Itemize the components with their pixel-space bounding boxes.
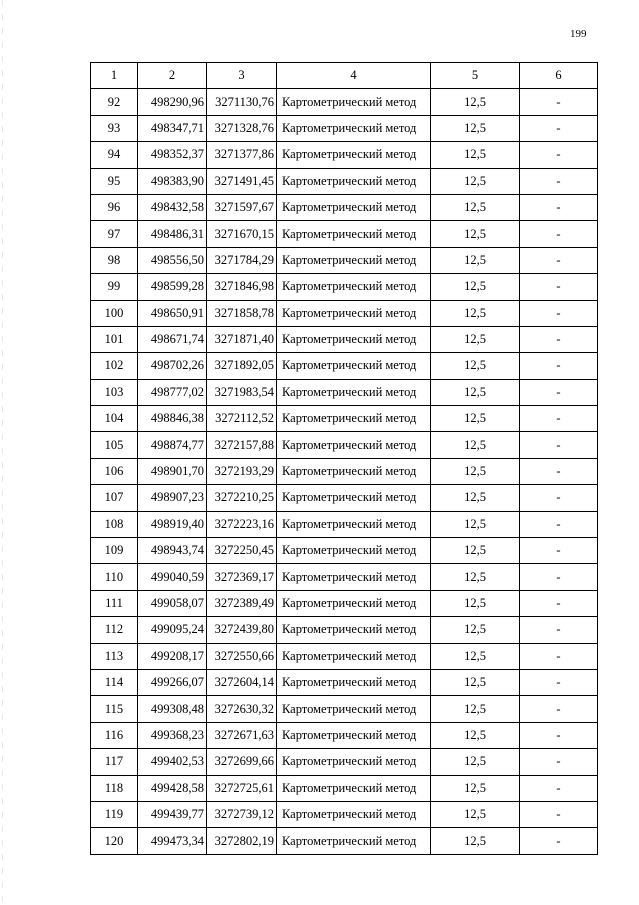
note-cell: - bbox=[520, 89, 598, 115]
table-row bbox=[91, 801, 598, 827]
accuracy-cell: 12,5 bbox=[431, 775, 520, 801]
y-coordinate-cell: 3271130,76 bbox=[207, 89, 277, 115]
y-coordinate-cell: 3272223,16 bbox=[207, 511, 277, 537]
point-number-cell: 115 bbox=[91, 696, 138, 722]
point-number-cell: 97 bbox=[91, 221, 138, 247]
y-coordinate-cell: 3271892,05 bbox=[207, 353, 277, 379]
note-cell: - bbox=[520, 406, 598, 432]
note-cell: - bbox=[520, 564, 598, 590]
point-number-cell: 116 bbox=[91, 722, 138, 748]
accuracy-cell: 12,5 bbox=[431, 326, 520, 352]
accuracy-cell: 12,5 bbox=[431, 458, 520, 484]
note-cell: - bbox=[520, 617, 598, 643]
table-body bbox=[91, 89, 598, 854]
accuracy-cell: 12,5 bbox=[431, 722, 520, 748]
note-cell: - bbox=[520, 247, 598, 273]
accuracy-cell: 12,5 bbox=[431, 247, 520, 273]
table-header-row bbox=[91, 63, 598, 89]
table-row bbox=[91, 643, 598, 669]
accuracy-cell: 12,5 bbox=[431, 590, 520, 616]
y-coordinate-cell: 3272157,88 bbox=[207, 432, 277, 458]
method-cell: Картометрический метод bbox=[277, 696, 431, 722]
table-row bbox=[91, 168, 598, 194]
note-cell: - bbox=[520, 458, 598, 484]
x-coordinate-cell: 498919,40 bbox=[138, 511, 207, 537]
x-coordinate-cell: 499402,53 bbox=[138, 749, 207, 775]
y-coordinate-cell: 3272725,61 bbox=[207, 775, 277, 801]
x-coordinate-cell: 498556,50 bbox=[138, 247, 207, 273]
header-cell: 4 bbox=[277, 63, 431, 89]
table-row bbox=[91, 274, 598, 300]
point-number-cell: 109 bbox=[91, 538, 138, 564]
y-coordinate-cell: 3272802,19 bbox=[207, 828, 277, 854]
table-row bbox=[91, 749, 598, 775]
y-coordinate-cell: 3271597,67 bbox=[207, 194, 277, 220]
method-cell: Картометрический метод bbox=[277, 89, 431, 115]
table-row bbox=[91, 300, 598, 326]
point-number-cell: 95 bbox=[91, 168, 138, 194]
method-cell: Картометрический метод bbox=[277, 247, 431, 273]
point-number-cell: 114 bbox=[91, 669, 138, 695]
y-coordinate-cell: 3271784,29 bbox=[207, 247, 277, 273]
method-cell: Картометрический метод bbox=[277, 775, 431, 801]
accuracy-cell: 12,5 bbox=[431, 669, 520, 695]
accuracy-cell: 12,5 bbox=[431, 115, 520, 141]
note-cell: - bbox=[520, 696, 598, 722]
point-number-cell: 102 bbox=[91, 353, 138, 379]
accuracy-cell: 12,5 bbox=[431, 511, 520, 537]
method-cell: Картометрический метод bbox=[277, 669, 431, 695]
accuracy-cell: 12,5 bbox=[431, 749, 520, 775]
method-cell: Картометрический метод bbox=[277, 221, 431, 247]
method-cell: Картометрический метод bbox=[277, 538, 431, 564]
x-coordinate-cell: 499040,59 bbox=[138, 564, 207, 590]
note-cell: - bbox=[520, 775, 598, 801]
x-coordinate-cell: 498432,58 bbox=[138, 194, 207, 220]
header-cell: 2 bbox=[138, 63, 207, 89]
point-number-cell: 96 bbox=[91, 194, 138, 220]
point-number-cell: 107 bbox=[91, 485, 138, 511]
accuracy-cell: 12,5 bbox=[431, 168, 520, 194]
accuracy-cell: 12,5 bbox=[431, 643, 520, 669]
accuracy-cell: 12,5 bbox=[431, 538, 520, 564]
note-cell: - bbox=[520, 722, 598, 748]
method-cell: Картометрический метод bbox=[277, 828, 431, 854]
y-coordinate-cell: 3272671,63 bbox=[207, 722, 277, 748]
note-cell: - bbox=[520, 801, 598, 827]
x-coordinate-cell: 498352,37 bbox=[138, 142, 207, 168]
note-cell: - bbox=[520, 142, 598, 168]
x-coordinate-cell: 498383,90 bbox=[138, 168, 207, 194]
table-row bbox=[91, 142, 598, 168]
note-cell: - bbox=[520, 432, 598, 458]
point-number-cell: 94 bbox=[91, 142, 138, 168]
point-number-cell: 92 bbox=[91, 89, 138, 115]
y-coordinate-cell: 3272550,66 bbox=[207, 643, 277, 669]
point-number-cell: 93 bbox=[91, 115, 138, 141]
note-cell: - bbox=[520, 538, 598, 564]
method-cell: Картометрический метод bbox=[277, 142, 431, 168]
scan-edge-artifact bbox=[2, 0, 3, 905]
method-cell: Картометрический метод bbox=[277, 274, 431, 300]
table-row bbox=[91, 458, 598, 484]
table-row bbox=[91, 247, 598, 273]
method-cell: Картометрический метод bbox=[277, 643, 431, 669]
method-cell: Картометрический метод bbox=[277, 511, 431, 537]
table-row bbox=[91, 353, 598, 379]
table-row bbox=[91, 775, 598, 801]
y-coordinate-cell: 3272112,52 bbox=[207, 406, 277, 432]
y-coordinate-cell: 3272630,32 bbox=[207, 696, 277, 722]
note-cell: - bbox=[520, 300, 598, 326]
x-coordinate-cell: 499058,07 bbox=[138, 590, 207, 616]
note-cell: - bbox=[520, 353, 598, 379]
method-cell: Картометрический метод bbox=[277, 590, 431, 616]
accuracy-cell: 12,5 bbox=[431, 300, 520, 326]
x-coordinate-cell: 499473,34 bbox=[138, 828, 207, 854]
note-cell: - bbox=[520, 326, 598, 352]
x-coordinate-cell: 499439,77 bbox=[138, 801, 207, 827]
method-cell: Картометрический метод bbox=[277, 168, 431, 194]
x-coordinate-cell: 498650,91 bbox=[138, 300, 207, 326]
x-coordinate-cell: 498943,74 bbox=[138, 538, 207, 564]
y-coordinate-cell: 3272210,25 bbox=[207, 485, 277, 511]
y-coordinate-cell: 3272369,17 bbox=[207, 564, 277, 590]
method-cell: Картометрический метод bbox=[277, 458, 431, 484]
note-cell: - bbox=[520, 115, 598, 141]
table-row bbox=[91, 326, 598, 352]
accuracy-cell: 12,5 bbox=[431, 485, 520, 511]
table-row bbox=[91, 696, 598, 722]
accuracy-cell: 12,5 bbox=[431, 432, 520, 458]
note-cell: - bbox=[520, 749, 598, 775]
x-coordinate-cell: 499095,24 bbox=[138, 617, 207, 643]
method-cell: Картометрический метод bbox=[277, 485, 431, 511]
x-coordinate-cell: 498702,26 bbox=[138, 353, 207, 379]
x-coordinate-cell: 499428,58 bbox=[138, 775, 207, 801]
y-coordinate-cell: 3272739,12 bbox=[207, 801, 277, 827]
method-cell: Картометрический метод bbox=[277, 564, 431, 590]
method-cell: Картометрический метод bbox=[277, 300, 431, 326]
header-cell: 5 bbox=[431, 63, 520, 89]
note-cell: - bbox=[520, 221, 598, 247]
method-cell: Картометрический метод bbox=[277, 617, 431, 643]
table-row bbox=[91, 617, 598, 643]
y-coordinate-cell: 3272439,80 bbox=[207, 617, 277, 643]
point-number-cell: 105 bbox=[91, 432, 138, 458]
table-row bbox=[91, 379, 598, 405]
accuracy-cell: 12,5 bbox=[431, 89, 520, 115]
x-coordinate-cell: 498874,77 bbox=[138, 432, 207, 458]
note-cell: - bbox=[520, 669, 598, 695]
y-coordinate-cell: 3271377,86 bbox=[207, 142, 277, 168]
accuracy-cell: 12,5 bbox=[431, 353, 520, 379]
method-cell: Картометрический метод bbox=[277, 432, 431, 458]
x-coordinate-cell: 498777,02 bbox=[138, 379, 207, 405]
y-coordinate-cell: 3271858,78 bbox=[207, 300, 277, 326]
method-cell: Картометрический метод bbox=[277, 406, 431, 432]
x-coordinate-cell: 498486,31 bbox=[138, 221, 207, 247]
method-cell: Картометрический метод bbox=[277, 115, 431, 141]
x-coordinate-cell: 499266,07 bbox=[138, 669, 207, 695]
x-coordinate-cell: 498347,71 bbox=[138, 115, 207, 141]
x-coordinate-cell: 498599,28 bbox=[138, 274, 207, 300]
point-number-cell: 110 bbox=[91, 564, 138, 590]
point-number-cell: 120 bbox=[91, 828, 138, 854]
x-coordinate-cell: 498846,38 bbox=[138, 406, 207, 432]
point-number-cell: 118 bbox=[91, 775, 138, 801]
accuracy-cell: 12,5 bbox=[431, 274, 520, 300]
table-row bbox=[91, 89, 598, 115]
point-number-cell: 106 bbox=[91, 458, 138, 484]
table-row bbox=[91, 564, 598, 590]
table-row bbox=[91, 538, 598, 564]
method-cell: Картометрический метод bbox=[277, 353, 431, 379]
table-row bbox=[91, 669, 598, 695]
accuracy-cell: 12,5 bbox=[431, 828, 520, 854]
y-coordinate-cell: 3271670,15 bbox=[207, 221, 277, 247]
table-row bbox=[91, 406, 598, 432]
accuracy-cell: 12,5 bbox=[431, 406, 520, 432]
header-cell: 1 bbox=[91, 63, 138, 89]
note-cell: - bbox=[520, 274, 598, 300]
method-cell: Картометрический метод bbox=[277, 801, 431, 827]
point-number-cell: 98 bbox=[91, 247, 138, 273]
point-number-cell: 104 bbox=[91, 406, 138, 432]
accuracy-cell: 12,5 bbox=[431, 379, 520, 405]
accuracy-cell: 12,5 bbox=[431, 142, 520, 168]
note-cell: - bbox=[520, 828, 598, 854]
method-cell: Картометрический метод bbox=[277, 326, 431, 352]
point-number-cell: 103 bbox=[91, 379, 138, 405]
method-cell: Картометрический метод bbox=[277, 379, 431, 405]
point-number-cell: 111 bbox=[91, 590, 138, 616]
point-number-cell: 117 bbox=[91, 749, 138, 775]
point-number-cell: 100 bbox=[91, 300, 138, 326]
y-coordinate-cell: 3272389,49 bbox=[207, 590, 277, 616]
note-cell: - bbox=[520, 511, 598, 537]
y-coordinate-cell: 3271491,45 bbox=[207, 168, 277, 194]
table-row bbox=[91, 221, 598, 247]
table-row bbox=[91, 194, 598, 220]
note-cell: - bbox=[520, 590, 598, 616]
point-number-cell: 99 bbox=[91, 274, 138, 300]
x-coordinate-cell: 498671,74 bbox=[138, 326, 207, 352]
coordinates-table bbox=[90, 62, 598, 855]
y-coordinate-cell: 3271328,76 bbox=[207, 115, 277, 141]
note-cell: - bbox=[520, 643, 598, 669]
x-coordinate-cell: 499308,48 bbox=[138, 696, 207, 722]
page-number: 199 bbox=[570, 28, 587, 40]
x-coordinate-cell: 498290,96 bbox=[138, 89, 207, 115]
x-coordinate-cell: 499368,23 bbox=[138, 722, 207, 748]
accuracy-cell: 12,5 bbox=[431, 801, 520, 827]
note-cell: - bbox=[520, 485, 598, 511]
point-number-cell: 101 bbox=[91, 326, 138, 352]
accuracy-cell: 12,5 bbox=[431, 194, 520, 220]
method-cell: Картометрический метод bbox=[277, 194, 431, 220]
table-row bbox=[91, 511, 598, 537]
table-row bbox=[91, 485, 598, 511]
table-row bbox=[91, 722, 598, 748]
y-coordinate-cell: 3272250,45 bbox=[207, 538, 277, 564]
point-number-cell: 113 bbox=[91, 643, 138, 669]
accuracy-cell: 12,5 bbox=[431, 564, 520, 590]
y-coordinate-cell: 3272699,66 bbox=[207, 749, 277, 775]
note-cell: - bbox=[520, 379, 598, 405]
point-number-cell: 112 bbox=[91, 617, 138, 643]
x-coordinate-cell: 499208,17 bbox=[138, 643, 207, 669]
accuracy-cell: 12,5 bbox=[431, 221, 520, 247]
y-coordinate-cell: 3272604,14 bbox=[207, 669, 277, 695]
note-cell: - bbox=[520, 194, 598, 220]
header-cell: 3 bbox=[207, 63, 277, 89]
y-coordinate-cell: 3271983,54 bbox=[207, 379, 277, 405]
table-row bbox=[91, 828, 598, 854]
table-row bbox=[91, 115, 598, 141]
x-coordinate-cell: 498907,23 bbox=[138, 485, 207, 511]
table-row bbox=[91, 432, 598, 458]
note-cell: - bbox=[520, 168, 598, 194]
accuracy-cell: 12,5 bbox=[431, 696, 520, 722]
method-cell: Картометрический метод bbox=[277, 749, 431, 775]
y-coordinate-cell: 3271871,40 bbox=[207, 326, 277, 352]
accuracy-cell: 12,5 bbox=[431, 617, 520, 643]
point-number-cell: 119 bbox=[91, 801, 138, 827]
x-coordinate-cell: 498901,70 bbox=[138, 458, 207, 484]
point-number-cell: 108 bbox=[91, 511, 138, 537]
method-cell: Картометрический метод bbox=[277, 722, 431, 748]
table-row bbox=[91, 590, 598, 616]
y-coordinate-cell: 3272193,29 bbox=[207, 458, 277, 484]
y-coordinate-cell: 3271846,98 bbox=[207, 274, 277, 300]
header-cell: 6 bbox=[520, 63, 598, 89]
